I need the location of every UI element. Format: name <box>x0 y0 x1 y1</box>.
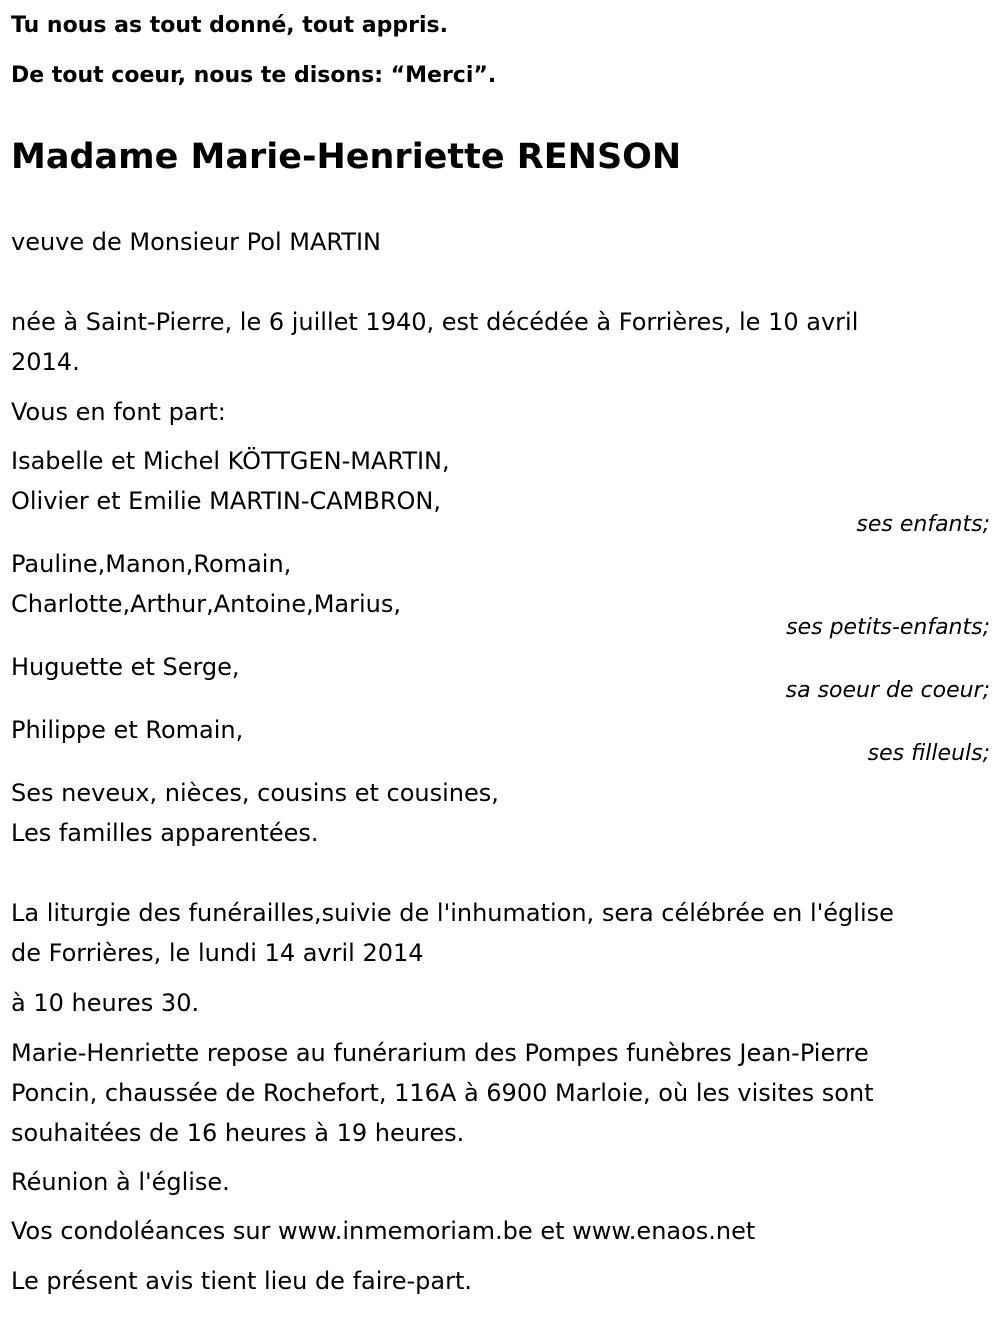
notice-line: Le présent avis tient lieu de faire-part. <box>11 1267 473 1295</box>
grandchildren-entry: Pauline,Manon,Romain, <box>11 550 292 578</box>
liturgy-line: de Forrières, le lundi 14 avril 2014 <box>11 939 424 967</box>
deceased-name: Madame Marie-Henriette RENSON <box>11 137 682 177</box>
spouse-line: veuve de Monsieur Pol MARTIN <box>11 228 381 256</box>
relatives-line: Les familles apparentées. <box>11 819 319 847</box>
children-role: ses enfants; <box>856 512 990 537</box>
birth-death-line-2: 2014. <box>11 348 80 376</box>
child-entry: Olivier et Emilie MARTIN-CAMBRON, <box>11 487 442 515</box>
liturgy-line: La liturgie des funérailles,suivie de l'inhumation, sera célébrée en l'église <box>11 899 894 927</box>
sister-entry: Huguette et Serge, <box>11 653 240 681</box>
grandchildren-entry: Charlotte,Arthur,Antoine,Marius, <box>11 590 402 618</box>
relatives-line: Ses neveux, nièces, cousins et cousines, <box>11 779 499 807</box>
funeral-time: à 10 heures 30. <box>11 989 200 1017</box>
godchildren-role: ses filleuls; <box>867 741 990 766</box>
rest-line: souhaitées de 16 heures à 19 heures. <box>11 1119 465 1147</box>
birth-death-line-1: née à Saint-Pierre, le 6 juillet 1940, est décédée à Forrières, le 10 avril <box>11 308 859 336</box>
godchildren-entry: Philippe et Romain, <box>11 716 244 744</box>
condolences-line: Vos condoléances sur www.inmemoriam.be et www.enaos.net <box>11 1217 756 1245</box>
sister-role: sa soeur de coeur; <box>785 678 990 703</box>
epigraph-line-1: Tu nous as tout donné, tout appris. <box>11 13 448 38</box>
child-entry: Isabelle et Michel KÖTTGEN-MARTIN, <box>11 447 450 475</box>
epigraph-line-2: De tout coeur, nous te disons: “Merci”. <box>11 63 497 88</box>
rest-line: Marie-Henriette repose au funérarium des Pompes funèbres Jean-Pierre <box>11 1039 869 1067</box>
rest-line: Poncin, chaussée de Rochefort, 116A à 6900 Marloie, où les visites sont <box>11 1079 874 1107</box>
meeting-line: Réunion à l'église. <box>11 1168 230 1196</box>
grandchildren-role: ses petits-enfants; <box>786 615 990 640</box>
announcement-intro: Vous en font part: <box>11 398 226 426</box>
